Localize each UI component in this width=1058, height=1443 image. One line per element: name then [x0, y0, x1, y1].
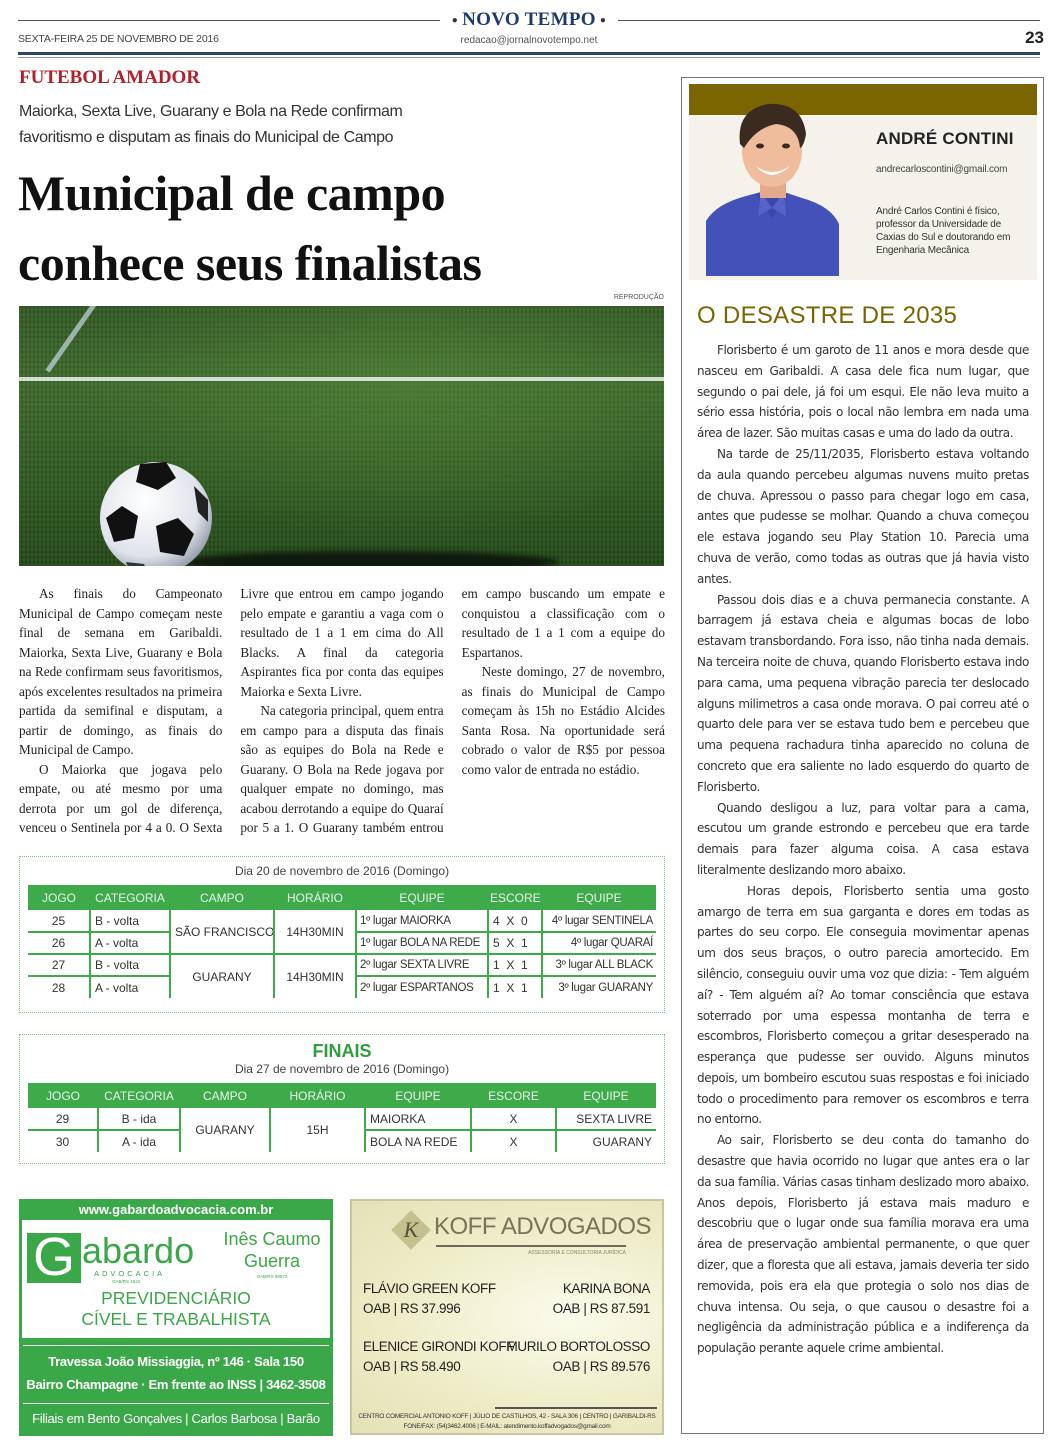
headline-line: conhece seus finalistas	[18, 235, 482, 291]
escore-cell: X	[471, 1130, 556, 1152]
lawyer-oab: OAB | RS 37.996	[363, 1301, 461, 1316]
categoria-cell: A - ida	[98, 1130, 180, 1152]
column-paragraph: Horas depois, Florisberto sentia uma gosto amargo de terra em sua garganta e dores em todas as partes do seu corpo. Ele conseguia movimentar apenas um dos seus braços, o outro parecia amortecido. Em silêncio, conseguiu ouvir uma voz que dizia: - Tem alguém aí? - Tem alguém aí? Ao tomar consciência que estava soterrado por uma espessa montanha de terra e escombros, Florisberto começou a gritar desesperado na esperança que pudesse ser ouvido. Alguns minutos depois, um bombeiro escutou suas respostas e foi iniciado todo o procedimento para remover os escombros e terra no entorno.	[697, 883, 1029, 1127]
lawyer-name	[217, 1228, 327, 1272]
column-header: EQUIPE	[556, 1083, 656, 1108]
koff-divider	[495, 1407, 657, 1409]
article-paragraph: As finais do Campeonato Municipal de Campo começam neste final de semana em Garibaldi. Maiorka, Sexta Live, Guarany e Bola na Rede confirmam seus favoritismos, após excelentes resultados na primeira partida da semifinal e disputam, a partir de domingo, as finais do Municipal de Campo.	[19, 586, 223, 757]
table-row	[28, 954, 656, 976]
campo-cell: SÃO FRANCISCO	[170, 910, 274, 954]
header-rule-thin	[18, 57, 1040, 58]
koff-tagline: ASSESSORIA E CONSULTORIA JURÍDICA	[528, 1250, 626, 1256]
koff-lawyer	[553, 1279, 650, 1319]
finals-table-box	[19, 1034, 665, 1164]
semifinal-results-table-box	[19, 856, 665, 1013]
masthead-title: NOVO TEMPO	[462, 9, 596, 30]
lawyer-oab: OAB | RS 58.490	[363, 1359, 461, 1374]
horario-cell: 15H	[270, 1108, 365, 1152]
horario-cell: 14H30MIN	[274, 910, 356, 954]
table-header-row	[28, 1083, 656, 1108]
column-header: HORÁRIO	[274, 885, 356, 910]
issue-date: SEXTA-FEIRA 25 DE NOVEMBRO DE 2016	[18, 33, 219, 45]
campo-cell: GUARANY	[180, 1108, 270, 1152]
field-line	[19, 377, 664, 381]
categoria-cell: B - ida	[98, 1108, 180, 1130]
masthead	[440, 9, 618, 32]
column-header: HORÁRIO	[270, 1083, 365, 1108]
koff-divider	[436, 1245, 626, 1247]
soccer-ball-icon	[96, 456, 216, 566]
column-paragraph: Quando desligou a luz, para voltar para a cama, escutou um grande estrondo e percebeu que era tarde demais para fazer alguma coisa. A casa estava literalmente deslizando moro abaixo.	[697, 800, 1029, 877]
escore-cell: X	[471, 1108, 556, 1130]
lawyer-name-line: Inês Caumo	[223, 1229, 321, 1249]
koff-logo-letter: K	[403, 1217, 419, 1242]
address-line: Travessa João Missiaggia, nº 146 · Sala 150	[48, 1354, 304, 1369]
column-header: CAMPO	[180, 1083, 270, 1108]
bullet-icon: ●	[451, 14, 459, 26]
koff-address: CENTRO COMERCIAL ANTONIO KOFF | JÚLIO DE CASTILHOS, 42 - SALA 306 | CENTRO | GARIBALDI-RS	[358, 1413, 656, 1420]
equipe1-cell: MAIORKA	[365, 1108, 471, 1130]
article-photo-soccer-field	[19, 306, 664, 566]
jogo-cell: 30	[55, 1134, 70, 1149]
column-header: EQUIPE	[365, 1083, 471, 1108]
author-email[interactable]: andrecarloscontini@gmail.com	[876, 164, 1008, 175]
equipe2-cell: GUARANY	[556, 1130, 656, 1152]
column-header: JOGO	[28, 885, 90, 910]
ad-divider	[23, 1345, 329, 1346]
column-header: CATEGORIA	[98, 1083, 180, 1108]
table-row	[28, 1108, 656, 1130]
categoria-cell: B - volta	[90, 910, 170, 932]
article-paragraph: Neste domingo, 27 de novembro, as finais do Municipal de Campo começam às 15h no Estádio Alcides Santa Rosa. Na oportunidade será cobrado o valor de R$5 por pessoa como valor de entrada no estádio.	[461, 664, 665, 777]
jogo-cell: 26	[28, 932, 90, 954]
equipe2-cell: 4º lugar QUARAÍ	[542, 932, 656, 954]
ad-branches: Filiais em Bento Gonçalves | Carlos Barbosa | Barão	[32, 1411, 320, 1426]
escore-cell: 5 X 1	[488, 932, 542, 954]
escore-cell: 4 X 0	[488, 910, 542, 932]
article-headline	[18, 158, 678, 298]
column-header: CATEGORIA	[90, 885, 170, 910]
jogo-cell: 27	[28, 954, 90, 976]
ad-divider	[23, 1403, 329, 1404]
table-caption: Dia 20 de novembro de 2016 (Domingo)	[234, 864, 450, 878]
gabardo-oab: OAB/RS 1622	[112, 1279, 141, 1284]
author-avatar	[706, 96, 839, 276]
column-header: CAMPO	[170, 885, 274, 910]
headline-line: Municipal de campo	[18, 165, 446, 221]
categoria-cell: B - volta	[90, 954, 170, 976]
newsroom-email[interactable]: redacao@jornalnovotempo.net	[460, 35, 598, 46]
page-number: 23	[1025, 28, 1044, 47]
lawyer-oab: OAB | RS 89.576	[552, 1359, 650, 1374]
equipe2-cell: 3º lugar ALL BLACK	[542, 954, 656, 976]
photo-credit: REPRODUÇÃO	[613, 294, 664, 301]
semifinal-results-table	[28, 885, 656, 998]
jogo-cell: 25	[28, 910, 90, 932]
koff-contact	[352, 1412, 662, 1432]
lawyer-name-line: Guerra	[243, 1251, 301, 1271]
equipe2-cell: SEXTA LIVRE	[556, 1108, 656, 1130]
column-header: EQUIPE	[356, 885, 488, 910]
author-bio: André Carlos Contini é físico, professor da Universidade de Caxias do Sul e doutorando em Engenharia Mecânica	[876, 206, 1011, 256]
practice-areas	[22, 1288, 330, 1330]
author-name: ANDRÉ CONTINI	[876, 129, 1014, 148]
column-header: JOGO	[28, 1083, 98, 1108]
article-paragraph: O Maiorka que jogava pelo empate, ou até mesmo por uma derrota por um gol de diferença, venceu o Sentinela por 4 a 0. O Sexta Livre que entrou em campo jogando pelo empate e garantiu a vaga com o resultado de 1 a 1 em cima do All Blacks. A final da categoria Aspirantes fica por conta das equipes Maiorka e Sexta Livre.	[19, 586, 444, 835]
lawyer-oab: OAB/RS 58973	[256, 1274, 288, 1279]
table-caption: Dia 27 de novembro de 2016 (Domingo)	[234, 1062, 450, 1076]
escore-cell: 1 X 1	[488, 954, 542, 976]
header-rule-thick	[18, 52, 1040, 55]
jogo-cell: 29	[28, 1108, 98, 1130]
column-header: EQUIPE	[542, 885, 656, 910]
koff-lawyer	[363, 1279, 496, 1319]
column-paragraph: Na tarde de 25/11/2035, Florisberto estava voltando da aula quando percebeu algumas nuvens muito pretas de chuva. Apressou o passo para chegar logo em casa, antes que pudesse se molhar. Quando a chuva começou ele estava jogando seu Play Station 10. Parecia uma chuva de verão, como todas as outras que já havia visto antes.	[697, 446, 1029, 586]
ball-shadow	[179, 551, 559, 566]
lawyer-name: FLÁVIO GREEN KOFF	[363, 1281, 496, 1296]
horario-cell: 14H30MIN	[274, 954, 356, 998]
column-paragraph: Ao sair, Florisberto se deu conta do tamanho do desastre que havia ocorrido no lugar que antes era o lar da sua família. Várias casas tinham deslizado moro abaixo. Anos depois, Florisberto já estava mais maduro e descobriu que o lugar onde sua família morava era uma área de preservação ambiental permanente, o que quer dizer, que a floresta que ali estava, jamais deveria ter sido removida, pois era ela que protegia o solo nos dias de chuva intensa. Ou seja, o que causou o desastre foi a negligência da administração pública e a indiferença da população perante aquele crime ambiental.	[697, 1133, 1029, 1356]
koff-phone-email: FONE/FAX: (54)3462.4006 | E-MAIL: atendimento.koffadvogados@gmail.com	[403, 1423, 611, 1430]
field-line	[45, 306, 101, 373]
column-header: ESCORE	[471, 1083, 556, 1108]
column-paragraph: Florisberto é um garoto de 11 anos e mora desde que nasceu em Garibaldi. A casa dele fica num lugar, que segundo o pai dele, já foi um esqui. Ele não leva muito a sério essa história, pois o local não lembra em nada uma área de lazer. São muitas casas e uma do lado da outra.	[697, 343, 1029, 441]
gabardo-logo-sub: ADVOCACIA	[94, 1269, 166, 1278]
lawyer-name: ELENICE GIRONDI KOFF	[363, 1339, 515, 1354]
address-line: Bairro Champagne · Em frente ao INSS | 3462-3508	[26, 1377, 326, 1392]
ad-url[interactable]: www.gabardoadvocacia.com.br	[78, 1202, 274, 1217]
jogo-cell: 28	[51, 980, 66, 995]
section-kicker: FUTEBOL AMADOR	[19, 67, 201, 88]
koff-lawyer	[507, 1337, 651, 1377]
equipe2-cell: 3º lugar GUARANY	[542, 976, 656, 998]
lawyer-name: MURILO BORTOLOSSO	[506, 1339, 650, 1354]
ad-koff-advogados[interactable]	[350, 1199, 664, 1435]
categoria-cell: A - volta	[90, 976, 170, 998]
equipe1-cell: 1º lugar BOLA NA REDE	[356, 932, 488, 954]
ad-gabardo-advocacia[interactable]	[19, 1199, 333, 1436]
ad-logo-panel	[22, 1220, 330, 1338]
equipe1-cell: 2º lugar ESPARTANOS	[356, 976, 488, 998]
column-body	[697, 340, 1029, 1359]
gabardo-logo-icon: G	[27, 1233, 81, 1283]
practice-area: PREVIDENCIÁRIO	[101, 1288, 251, 1308]
table-header-row	[28, 885, 656, 910]
finals-title: FINAIS	[312, 1041, 372, 1061]
article-body	[19, 584, 665, 840]
bullet-icon: ●	[599, 14, 607, 26]
column-title: O DESASTRE DE 2035	[697, 302, 958, 329]
gabardo-logo-word: abardo	[82, 1230, 195, 1271]
equipe1-cell: BOLA NA REDE	[365, 1130, 471, 1152]
column-header: ESCORE	[488, 885, 542, 910]
finals-table	[28, 1083, 656, 1152]
table-row	[28, 910, 656, 932]
equipe1-cell: 2º lugar SEXTA LIVRE	[356, 954, 488, 976]
escore-cell: 1 X 1	[488, 976, 542, 998]
ad-address	[23, 1350, 329, 1396]
koff-name: KOFF ADVOGADOS	[434, 1213, 652, 1240]
lawyer-name: KARINA BONA	[562, 1281, 650, 1296]
equipe1-cell: 1º lugar MAIORKA	[356, 910, 488, 932]
practice-area: CÍVEL E TRABALHISTA	[81, 1309, 271, 1329]
koff-lawyer	[363, 1337, 514, 1377]
equipe2-cell: 4º lugar SENTINELA	[542, 910, 656, 932]
article-paragraph: Na categoria principal, quem entra em campo para a disputa das finais são as equipes do Bola na Rede e Guarany. O Bola na Rede jogava por qualquer empate no domingo, mas acabou derrotando a equipe do Quaraí por 5 a 1. O Guarany também entrou em campo buscando um empate e conquistou a classificação com o resultado de 1 a 1 com a equipe do Espartanos.	[240, 586, 665, 835]
column-paragraph: Passou dois dias e a chuva permanecia constante. A barragem já estava cheia e algumas bocas de lobo estavam transbordando. Fora isso, não tinha nada demais. Na terceira noite de chuva, quando Florisberto estava indo para cama, uma pequena vibração parecia ter deslocado alguns milimetros a casa onde morava. O pai correu até o quarto dele para ver se estava tudo bem e percebeu que uma pequena rachadura tinha aparecido no coluna de concreto que era saliente no lado esquerdo do quarto de Florisberto.	[697, 592, 1029, 794]
campo-cell: GUARANY	[170, 954, 274, 998]
categoria-cell: A - volta	[90, 932, 170, 954]
lawyer-oab: OAB | RS 87.591	[552, 1301, 650, 1316]
article-subhead: Maiorka, Sexta Live, Guarany e Bola na Rede confirmam favoritismo e disputam as finais do Municipal de Campo	[19, 103, 403, 146]
